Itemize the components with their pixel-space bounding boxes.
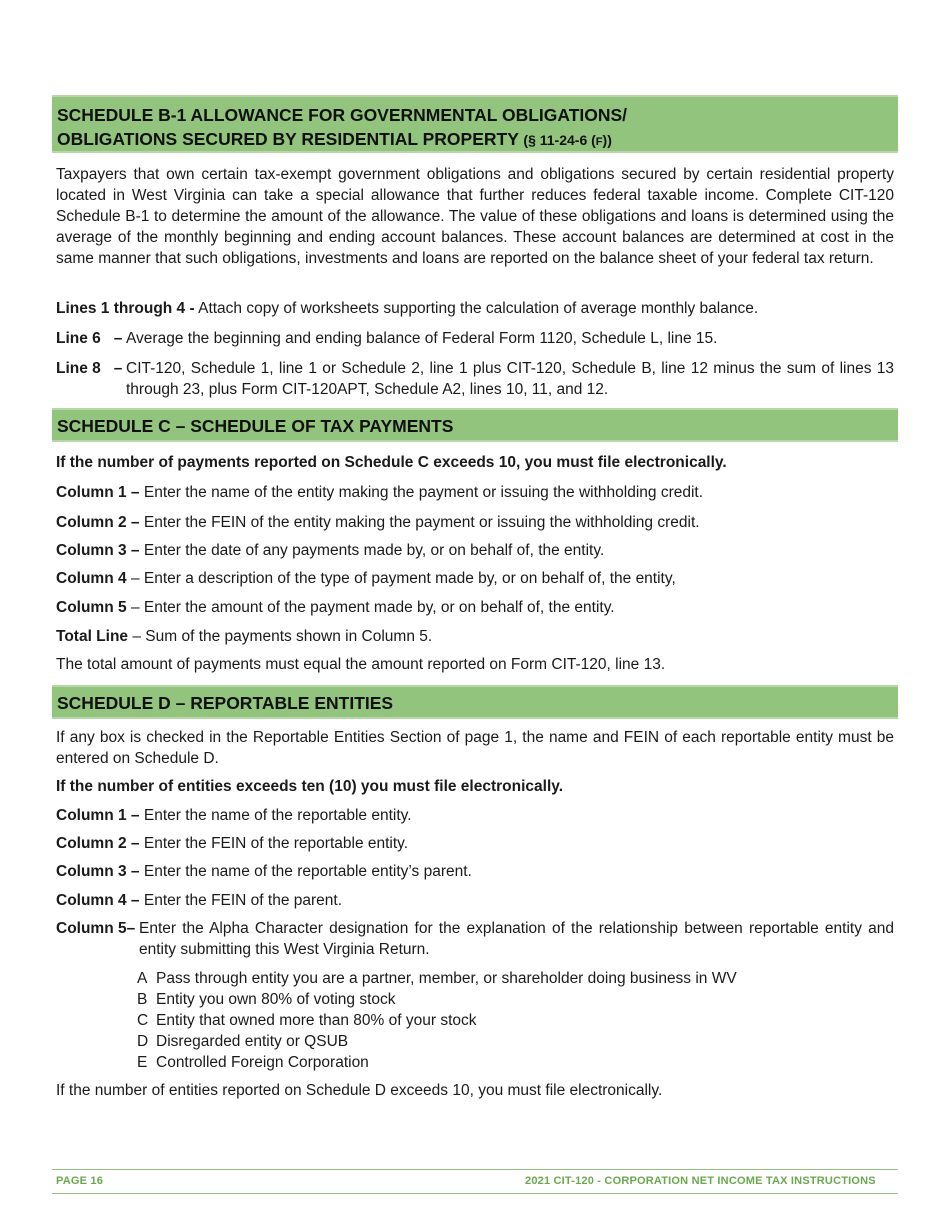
code-item <box>137 1031 737 1052</box>
column-label: Column 5– <box>56 920 136 937</box>
column-text: – Enter a description of the type of payment made by, or on behalf of, the entity, <box>130 570 676 587</box>
schedule-d-closing: If the number of entities reported on Schedule D exceeds 10, you must file electronically. <box>56 1082 663 1099</box>
footer-document-title: 2021 CIT-120 - CORPORATION NET INCOME TAX INSTRUCTIONS <box>525 1175 876 1187</box>
column-label: Total Line <box>56 628 129 645</box>
code-letter: E <box>137 1054 148 1071</box>
line-label: Line 8 – <box>56 360 123 377</box>
code-text: Disregarded entity or QSUB <box>156 1033 349 1050</box>
citation <box>523 132 611 148</box>
column-text: Enter the name of the reportable entity. <box>143 807 412 824</box>
line-label: Lines 1 through 4 - <box>56 300 195 317</box>
column-label: Column 1 – <box>56 484 140 501</box>
column-label: Column 2 – <box>56 514 140 531</box>
code-letter: D <box>137 1033 149 1050</box>
b1-lines-1-4 <box>56 298 894 319</box>
code-text: Entity that owned more than 80% of your stock <box>156 1012 477 1029</box>
column-label: Column 4 <box>56 570 127 587</box>
schedule-c-heading: SCHEDULE C – SCHEDULE OF TAX PAYMENTS <box>52 408 898 442</box>
c-total-line <box>56 626 894 647</box>
line-text: Attach copy of worksheets supporting the calculation of average monthly balance. <box>198 300 759 317</box>
column-label: Column 3 – <box>56 542 140 559</box>
schedule-b1-intro: Taxpayers that own certain tax-exempt government obligations and obligations secured by certain residential property located in West Virginia can take a special allowance that further reduces federal taxable income. Complete CIT-120 Schedule B-1 to determine the amount of the allowance. The value of these obligations and loans is determined using the average of the monthly beginning and ending account balances. These account balances are determined at cost in the same manner that such obligations, investments and loans are reported on the balance sheet of your federal tax return. <box>56 166 894 267</box>
code-item <box>137 989 737 1010</box>
column-label: Column 1 – <box>56 807 140 824</box>
column-text: Enter the FEIN of the entity making the payment or issuing the withholding credit. <box>143 514 700 531</box>
code-item <box>137 968 737 989</box>
schedule-d-heading: SCHEDULE D – REPORTABLE ENTITIES <box>52 685 898 719</box>
code-item <box>137 1052 737 1073</box>
schedule-b1-heading-line2 <box>57 127 893 154</box>
code-letter: A <box>137 970 148 987</box>
schedule-d-intro: If any box is checked in the Reportable Entities Section of page 1, the name and FEIN of each reportable entity must be entered on Schedule D. <box>56 729 894 767</box>
line-text: CIT-120, Schedule 1, line 1 or Schedule 2, line 1 plus CIT-120, Schedule B, line 12 minus the sum of lines 13 through 23, plus Form CIT-120APT, Schedule A2, lines 10, 11, and 12. <box>126 360 894 398</box>
code-letter: B <box>137 991 148 1008</box>
b1-line-8 <box>56 358 894 400</box>
d-column-5 <box>56 918 894 960</box>
c-column-5 <box>56 597 894 618</box>
code-letter: C <box>137 1012 149 1029</box>
schedule-b1-heading-line1: SCHEDULE B-1 ALLOWANCE FOR GOVERNMENTAL OBLIGATIONS/ <box>57 105 628 125</box>
column-label: Column 4 – <box>56 892 140 909</box>
column-label: Column 5 <box>56 599 127 616</box>
d-column-1 <box>56 805 894 826</box>
code-text: Controlled Foreign Corporation <box>156 1054 369 1071</box>
column-text: Enter the Alpha Character designation for the explanation of the relationship between reportable entity and entity submitting this West Virginia Return. <box>139 920 894 958</box>
schedule-d-notice: If the number of entities exceeds ten (10) you must file electronically. <box>56 778 564 795</box>
c-column-3 <box>56 540 894 561</box>
schedule-c-notice: If the number of payments reported on Schedule C exceeds 10, you must file electronically. <box>56 454 727 471</box>
column-label: Column 3 – <box>56 863 140 880</box>
code-text: Entity you own 80% of voting stock <box>156 991 396 1008</box>
heading-line2-text: OBLIGATIONS SECURED BY RESIDENTIAL PROPERTY <box>57 129 519 149</box>
relationship-codes <box>137 968 737 1073</box>
citation-open: (§ 11-24-6 ( <box>523 132 596 148</box>
column-text: Enter the date of any payments made by, or on behalf of, the entity. <box>143 542 605 559</box>
footer-page-number: PAGE 16 <box>56 1175 104 1187</box>
footer-rule-bottom <box>52 1193 898 1194</box>
footer-rule-top <box>52 1169 898 1170</box>
schedule-c-closing: The total amount of payments must equal the amount reported on Form CIT-120, line 13. <box>56 656 666 673</box>
d-column-2 <box>56 833 894 854</box>
column-text: – Sum of the payments shown in Column 5. <box>132 628 433 645</box>
line-label: Line 6 – <box>56 330 123 347</box>
code-item <box>137 1010 737 1031</box>
column-text: Enter the FEIN of the parent. <box>143 892 343 909</box>
code-text: Pass through entity you are a partner, member, or shareholder doing business in WV <box>156 970 737 987</box>
column-text: Enter the name of the entity making the payment or issuing the withholding credit. <box>143 484 704 501</box>
column-label: Column 2 – <box>56 835 140 852</box>
column-text: Enter the FEIN of the reportable entity. <box>143 835 409 852</box>
d-column-4 <box>56 890 894 911</box>
citation-f: F <box>595 136 603 148</box>
citation-close: )) <box>602 132 612 148</box>
column-text: – Enter the amount of the payment made by, or on behalf of, the entity. <box>130 599 615 616</box>
column-text: Enter the name of the reportable entity’s parent. <box>143 863 472 880</box>
c-column-1 <box>56 482 894 503</box>
c-column-2 <box>56 512 894 533</box>
b1-line-6 <box>56 328 894 349</box>
d-column-3 <box>56 861 894 882</box>
schedule-b1-heading <box>52 95 898 153</box>
line-text: Average the beginning and ending balance of Federal Form 1120, Schedule L, line 15. <box>126 330 718 347</box>
c-column-4 <box>56 568 894 589</box>
